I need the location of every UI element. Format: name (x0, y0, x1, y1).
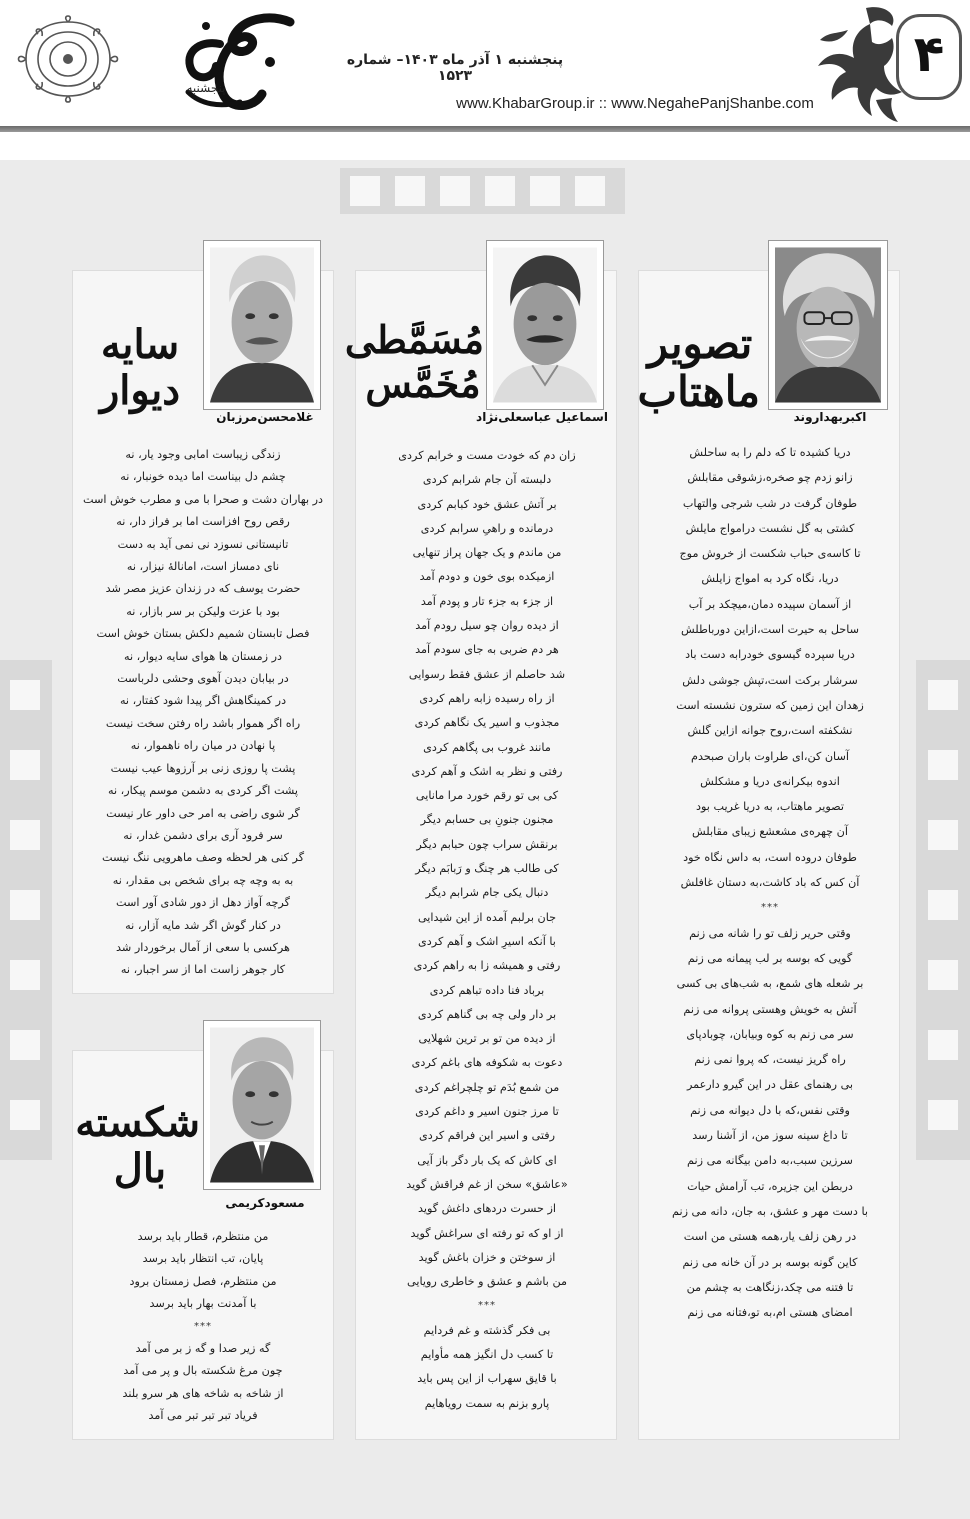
poem-line: رفتی و نظر به اشک و آهم کردی (411, 764, 563, 778)
poem-line: هر دم ضربی به جای سودم آمد (415, 643, 559, 657)
poem-line: من باشم و عشق و خاطری رویایی (407, 1275, 567, 1289)
header-divider (0, 126, 970, 132)
poem-line: تا فتنه می چکد،زنگاهت به چشم من (686, 1280, 854, 1294)
poem-line: به به وچه چه برای شخص بی مقدار، نه (112, 873, 294, 887)
poem-line: کاین گونه بوسه بر در آن خانه می زنم (682, 1255, 858, 1269)
poem-line: فریاد تبر تبر تبر می آمد (148, 1409, 258, 1423)
poem-body-right (645, 440, 895, 1325)
poem-line: دریا سپرده گیسوی خودرابه دست باد (685, 648, 855, 662)
poem-line: پایان، تب انتظار باید برسد (142, 1252, 264, 1266)
poem-line: راه گریز نیست، که پروا نمی زنم (694, 1053, 846, 1067)
poem-line: در بهاران دشت و صحرا با می و مطرب خوش است (82, 492, 324, 506)
poet-photo-middle (486, 240, 604, 410)
poem-title-middle (344, 317, 484, 406)
poem-line: ازمیکده بوی خون و دودم آمد (419, 570, 555, 584)
poem-line: از سوختن و خزان باغش گوید (418, 1250, 556, 1264)
poem-line: از دیده من تو بر ترین شهلایی (418, 1032, 556, 1046)
poem-line: با قایق سهراب از این پس باید (417, 1372, 557, 1386)
poem-title-left-top (80, 322, 200, 414)
poet-photo-left-top (203, 240, 321, 410)
poem-line: چون مرغ شکسته بال و پر می آمد (123, 1364, 283, 1378)
poem-line: حضرت یوسف که در زندان عزیز مصر شد (105, 582, 301, 596)
poem-line: زان دم که خودت مست و خرابم کردی (398, 449, 576, 462)
poem-line: مجذوب و اسیر یک نگاهم کردی (414, 716, 560, 730)
poet-name-middle: اسماعیل عباسعلی‌نژاد (476, 410, 608, 424)
poem-title-right-line2: ماهتاب (637, 367, 760, 417)
poem-stanza (78, 1226, 328, 1316)
poem-line: بود با عزت ولیکن بر سر بازار، نه (126, 604, 280, 618)
poem-stanza (362, 444, 612, 1294)
poem-stanza (645, 921, 895, 1326)
poem-line: بی رهنمای عقل در این گیرو دارعمر (686, 1078, 854, 1092)
poem-line: دنبال یکی جام شرابم دیگر (425, 886, 549, 900)
poem-title-middle-line1: مُسَمَّطی (344, 317, 484, 362)
poem-line: از جزء به جزء تار و پودم آمد (420, 594, 554, 608)
poem-line: زندگی زیباست امابی وجود یار، نه (125, 448, 281, 461)
poem-line: اندوه بیکرانه‌ی دریا و مشکلش (700, 774, 840, 788)
poem-title-left-top-line1: سایه (100, 321, 180, 368)
poem-line: من منتظرم، قطار باید برسد (137, 1230, 269, 1243)
decorative-ornament-icon (12, 14, 124, 104)
poem-line: سرشار برکت است،تپش جوشی دلش (682, 673, 858, 687)
poem-line: گرچه آواز دهل از دور شادی آور است (116, 896, 290, 910)
film-strip-left (0, 660, 52, 1160)
poem-body-middle (362, 444, 612, 1416)
poem-line: سرزین سبب،به دامن بیگانه می زنم (687, 1154, 853, 1168)
poem-line: گر کنی هر لحظه وصف ماهرویی ننگ نیست (101, 851, 305, 865)
poem-line: تا کاسه‌ی حباب شکست از خروش موج (679, 547, 861, 561)
poem-line: تصویر ماهتاب، به دریا غریب بود (696, 800, 844, 814)
poem-line: رقص روح افزاست اما بر فراز دار، نه (116, 515, 290, 529)
poem-line: ای کاش که یک بار دگر باز آیی (417, 1153, 557, 1167)
poem-line: رفتی و اسیر این فراقم کردی (418, 1129, 556, 1143)
poem-line: بر آتش عشق خود کبابم کردی (417, 497, 557, 511)
poem-line: طوفان گرفت در شب شرجی والتهاب (682, 496, 858, 510)
poem-line: «عاشق» سخن از غم فراقش گوید (406, 1177, 568, 1191)
poem-line: من ماندم و یک جهان پراز تنهایی (412, 546, 562, 560)
poem-line: آن کس که باد کاشت،به دستان غافلش (680, 876, 860, 890)
poem-line: دریا، نگاه کرد به امواج زایلش (701, 572, 839, 586)
poem-stanza (362, 1319, 612, 1416)
poem-line: در بیابان دیدن آهوی وحشی دلرباست (117, 672, 289, 686)
poet-name-right: اکبربهداروند (793, 410, 867, 424)
poem-line: از آسمان سپیده دمان،میچکد بر آب (688, 597, 852, 611)
stanza-separator: *** (761, 902, 779, 914)
poem-line: پشت اگر کردی به دشمن موسم پیکار، نه (107, 784, 299, 798)
poet-name-left-top: غلامحسن‌مرزبان (216, 410, 314, 424)
poem-title-left-top-line2: دیوار (99, 367, 181, 414)
masthead-logo (150, 4, 300, 124)
poem-title-right (637, 319, 760, 417)
poem-line: کشتی به گل نشست درامواج مایلش (685, 521, 855, 535)
poem-line: از او که تو رفته ای سراغش گوید (410, 1226, 564, 1240)
poem-line: در رهن زلف یار،همه هستی من است (683, 1230, 857, 1244)
poem-title-left-bottom-line2: بال (113, 1145, 167, 1192)
poem-title-middle-line2: مُخَمَّس (365, 360, 481, 406)
poem-line: از شاخه به شاخه های هر سرو بلند (122, 1386, 284, 1400)
poet-photo-right (768, 240, 888, 410)
website-urls: www.KhabarGroup.ir :: www.NegahePanjShanbe.com (456, 95, 814, 112)
page-header (0, 0, 970, 132)
poem-body-left-top (78, 444, 328, 982)
poem-line: سر می زنم به کوه وبیابان، چوبادپای (686, 1027, 854, 1041)
poem-line: نای دمساز است، امانالۀ نیزار، نه (126, 560, 280, 574)
poem-title-left-bottom-line1: شکسته (75, 1099, 200, 1146)
poem-line: طوفان درو‌ده است، به داس نگاه خود (683, 850, 857, 864)
poem-line: کی طالب هر چنگ و رَبابَم دیگر (415, 862, 559, 876)
poem-line: با آنکه اسیرِ اشک و آهم کردی (418, 934, 556, 948)
poem-line: تا داغ سینه سوز من، از آشنا رسد (692, 1129, 848, 1143)
stanza-separator: *** (478, 1300, 496, 1312)
poem-line: در کمینگاهش اگر پیدا شود کفتار، نه (119, 694, 287, 708)
poem-line: زهدان این زمین که سترون نشسته است (676, 698, 864, 712)
poem-line: تا کسب دل انگیز همه مأوایم (420, 1347, 554, 1361)
poem-line: از راه رسیده زابه راهم کردی (419, 691, 555, 705)
poem-line: تا مرز جنون اسیر و داغم کردی (415, 1105, 559, 1119)
poem-line: تانیستانی نسوزد نی نمی آید به دست (117, 537, 289, 551)
poem-line: گه زیر صدا و گه ز بر می آمد (135, 1342, 271, 1356)
poem-line: وقتی نفس،که با دل دیوانه می زنم (690, 1103, 850, 1117)
poet-photo-left-bottom (203, 1020, 321, 1190)
poem-line: دعوت به شکوفه های باغم کردی (411, 1056, 563, 1070)
poet-name-left-bottom: مسعودکریمی (225, 1196, 305, 1210)
poem-line: آسان کن،ای طراوت باران صبحدم (691, 749, 849, 763)
page-number-badge (896, 14, 962, 100)
poem-line: در کنار گوش اگر شد مایه آزار، نه (125, 918, 281, 932)
poem-line: ساحل به حیرت است،ازاین دورباطلش (680, 623, 859, 637)
poem-line: کی بی تو رقم خورد مرا مانایی (415, 789, 559, 803)
poem-line: جان برلبم آمده از این شیدایی (417, 910, 557, 924)
poem-line: از حسرت دردهای داغش گوید (417, 1202, 557, 1216)
poem-line: رفتی و همیشه زا به راهم کردی (413, 959, 561, 973)
poem-line: گر شوی راضی به امر حی داور عار نیست (106, 806, 300, 820)
poem-body-left-bottom (78, 1226, 328, 1428)
poem-line: پارو بزنم به سمت رویاهایم (424, 1396, 550, 1410)
poem-line: با آمدنت بهار باید برسد (149, 1297, 257, 1311)
poem-line: دربطن این جزیره، تب آرامش حیات (687, 1179, 853, 1193)
film-strip-right (916, 660, 970, 1160)
poem-line: وقتی حریر زلف تو را شانه می زنم (689, 926, 851, 940)
masthead-script: نگاه (259, 120, 261, 121)
poem-title-left-bottom (75, 1099, 200, 1192)
poem-stanza (645, 440, 895, 895)
poem-line: چشم دل بیناست اما دیده خونبار، نه (120, 470, 286, 484)
poem-line: نشکفته است،روح جوانه ازاین گلش (687, 724, 853, 738)
film-strip-top (340, 168, 625, 214)
poem-line: برنقش سراب چون حبابم دیگر (416, 837, 558, 851)
poem-stanza (78, 444, 328, 982)
poem-line: سر فرود آری برای دشمن غدار، نه (123, 828, 283, 842)
poem-line: با دست مهر و عشق، به جان، دانه می زنم (672, 1204, 868, 1218)
poem-line: گویی که بوسه بر لب پیمانه می زنم (687, 951, 853, 965)
poem-line: شد حاصلم از عشق فقط رسوایی (408, 667, 566, 681)
poem-line: پشت پا روزی زنی بر آرزوها عیب نیست (110, 761, 296, 775)
poem-line: من شمع بُدَم تو چلچراغم کردی (414, 1080, 560, 1094)
stanza-separator: *** (194, 1320, 212, 1332)
poem-line: آن چهره‌ی مشعشع زیبای مقابلش (692, 825, 848, 839)
poem-line: بر دار ولی چه بی گناهم کردی (417, 1007, 557, 1021)
poem-stanza (78, 1338, 328, 1428)
poem-line: دلبسته آن جام شرابم کردی (422, 473, 552, 487)
phoenix-emblem-icon (806, 0, 906, 125)
masthead-subtitle: پنجشنبه (186, 81, 226, 95)
poem-line: آتش به خویش وهستی پروانه می زنم (683, 1002, 857, 1016)
poem-line: از دیده روان چو سیل رودم آمد (415, 619, 559, 633)
poem-line: هرکسی با سعی از آمال برخوردار شد (116, 940, 290, 954)
poem-line: امضای هستی ام،به تو،فتانه می زنم (687, 1306, 853, 1320)
poem-line: پا نهادن در میان راه ناهموار، نه (130, 739, 276, 753)
poem-line: برباد فنا داده تباهم کردی (429, 983, 545, 997)
poem-line: دریا کشیده تا که دلم را به ساحلش (689, 446, 851, 459)
poem-line: بر شعله های شمع، به شب‌های بی کسی (676, 977, 864, 991)
poem-line: زانو زدم چو صخره،زشوقی مقابلش (687, 471, 853, 485)
poem-line: راه اگر هموار باشد راه رفتن سخت نیست (105, 716, 301, 730)
poem-line: من منتظرم، فصل زمستان برود (129, 1274, 277, 1288)
poem-title-right-line1: تصویر (647, 319, 753, 368)
poem-line: در زمستان ها هوای سایه دیوار، نه (124, 649, 282, 663)
issue-date-line: پنجشنبه ۱ آذر ماه ۱۴۰۳– شماره ۱۵۲۳ (346, 52, 564, 84)
poem-line: مجنون جنونِ بی حسابم دیگر (420, 813, 554, 827)
poem-line: کار جوهر زاست اما از سر اجبار، نه (120, 963, 286, 977)
poem-line: فصل تابستان شمیم دلکش بستان خوش است (96, 627, 310, 641)
page-number: ۴ (913, 25, 945, 83)
poem-line: بی فکر گذشته و غم فردایم (423, 1323, 551, 1337)
poem-line: مانند غروب بی پگاهم کردی (423, 740, 551, 754)
poem-line: درمانده و راهیِ سرابم کردی (420, 521, 554, 535)
